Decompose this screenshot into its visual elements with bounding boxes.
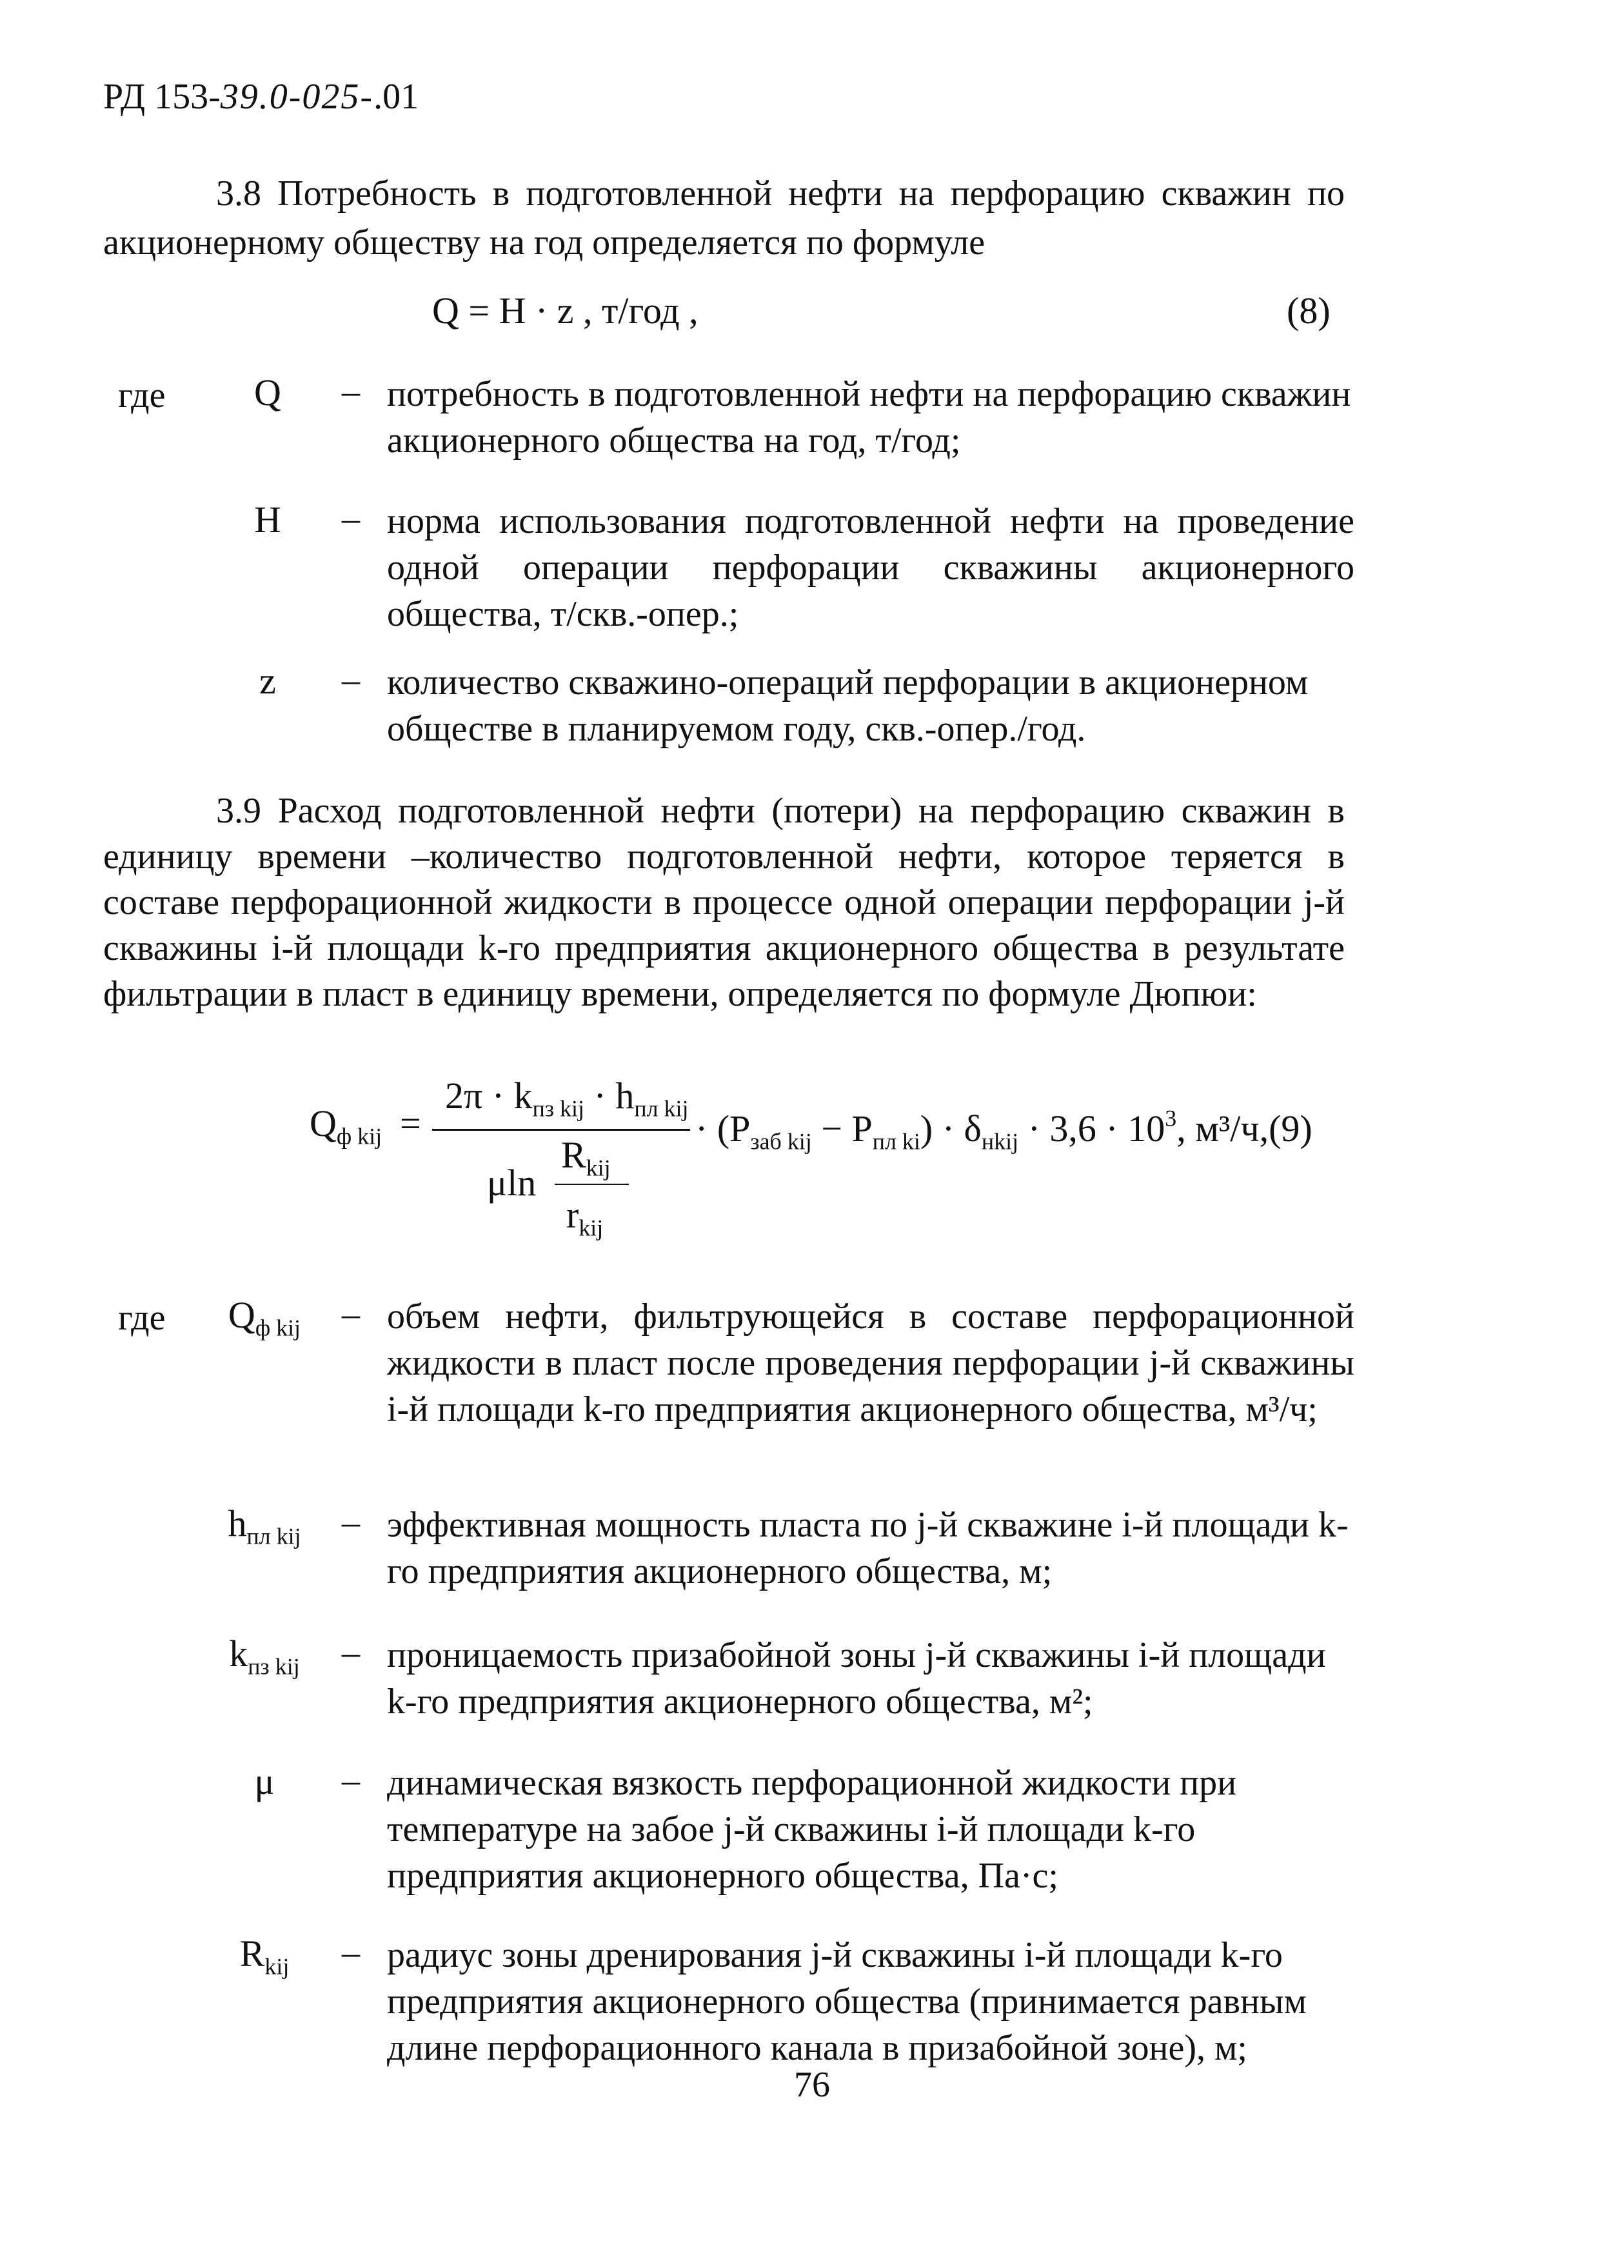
symbol-Qf-kij: $Q_{ф kij}$ — [228, 1294, 301, 1341]
definition-H: норма использования подготовленной нефти на проведение одной операции перфорации скважины акционерного общества, т/скв.-опер.; — [387, 501, 1354, 634]
fraction-line-main — [432, 1129, 690, 1131]
page-number: 76 — [794, 2065, 830, 2105]
header-prefix: РД 153- — [103, 77, 221, 117]
formula-9-den-denominator: $r_{kij}$ — [566, 1194, 604, 1241]
section-3-8-paragraph: 3.8 Потребность в подготовленной нефти на перфорацию скважин по акционерному обществу на год определяется по формуле — [103, 174, 1345, 263]
definition-R-kij: радиус зоны дренирования j-й скважины i-й площади k-го предприятия акционерного общества (принимается равным длине перфорационного канала в призабойной зоне), м; — [387, 1935, 1307, 2068]
dash: – — [342, 660, 360, 700]
definition-Q: потребность в подготовленной нефти на перфорацию скважин акционерного общества на год, т/год; — [387, 374, 1351, 461]
symbol-h-pl-kij: $h_{пл kij}$ — [228, 1502, 301, 1549]
dash: – — [342, 499, 360, 539]
formula-9-den-prefix: μln — [487, 1162, 537, 1204]
symbol-k-pz-kij: $k_{пз kij}$ — [229, 1633, 300, 1680]
formula-8: Q = H · z , т/год , — [432, 290, 698, 332]
dash: – — [342, 1933, 360, 1973]
definition-z: количество скважино-операций перфорации в акционерном обществе в планируемом году, скв.-опер./год. — [387, 662, 1309, 749]
dash: – — [342, 1633, 360, 1673]
definition-k-pz-kij: проницаемость призабойной зоны j-й скважины i-й площади k-го предприятия акционерного общества, м²; — [387, 1635, 1326, 1722]
symbol-Q: Q — [254, 372, 281, 413]
symbol-z: z — [259, 660, 276, 702]
definition-h-pl-kij: эффективная мощность пласта по j-й скважине i-й площади k-го предприятия акционерного общества, м; — [387, 1505, 1349, 1591]
dash: – — [342, 1294, 360, 1334]
formula-9-rhs: · $(P_{заб kij} - P_{пл ki}) \cdot \delta_{нkij} \cdot 3,6 \cdot 10^3$, м³/ч,(9) — [695, 1105, 1312, 1155]
symbol-R-kij: $R_{kij}$ — [239, 1933, 290, 1980]
formula-9-equals: = — [400, 1102, 421, 1144]
document-header — [103, 76, 419, 117]
header-suffix: .01 — [373, 77, 419, 117]
definition-Qf-kij: объем нефти, фильтрующейся в составе перфорационной жидкости в пласт после проведения перфорации j-й скважины i-й площади k-го предприятия акционерного общества, м³/ч; — [387, 1297, 1354, 1429]
where-label-2: где — [118, 1298, 166, 1338]
header-illegible-number: 39.0-025- — [220, 77, 374, 117]
dash: – — [342, 372, 360, 412]
formula-9-lhs: $Q_{ф kij}$ — [310, 1102, 382, 1149]
dash: – — [342, 1760, 360, 1800]
symbol-mu: μ — [254, 1760, 275, 1802]
where-label-1: где — [118, 375, 166, 415]
dash: – — [342, 1502, 360, 1542]
definition-mu: динамическая вязкость перфорационной жидкости при температуре на забое j-й скважины i-й площади k-го предприятия акционерного общества, Па·с; — [387, 1763, 1237, 1896]
formula-9-den-numerator: $R_{kij}$ — [561, 1134, 611, 1181]
fraction-line-inner — [555, 1184, 629, 1185]
symbol-H: H — [254, 499, 281, 541]
formula-8-number: (8) — [1287, 290, 1331, 332]
section-3-9-paragraph: 3.9 Расход подготовленной нефти (потери) на перфорацию скважин в единицу времени –количество подготовленной нефти, которое теряется в составе перфорационной жидкости в процессе одной операции перфорации j-й скважины i-й площади k-го предприятия акционерного общества в результате фильтрации в пласт в единицу времени, определяется по формуле Дюпюи: — [103, 791, 1345, 1014]
formula-9-numerator: $2\pi \cdot k_{пз kij} \cdot h_{пл kij}$ — [445, 1075, 689, 1122]
